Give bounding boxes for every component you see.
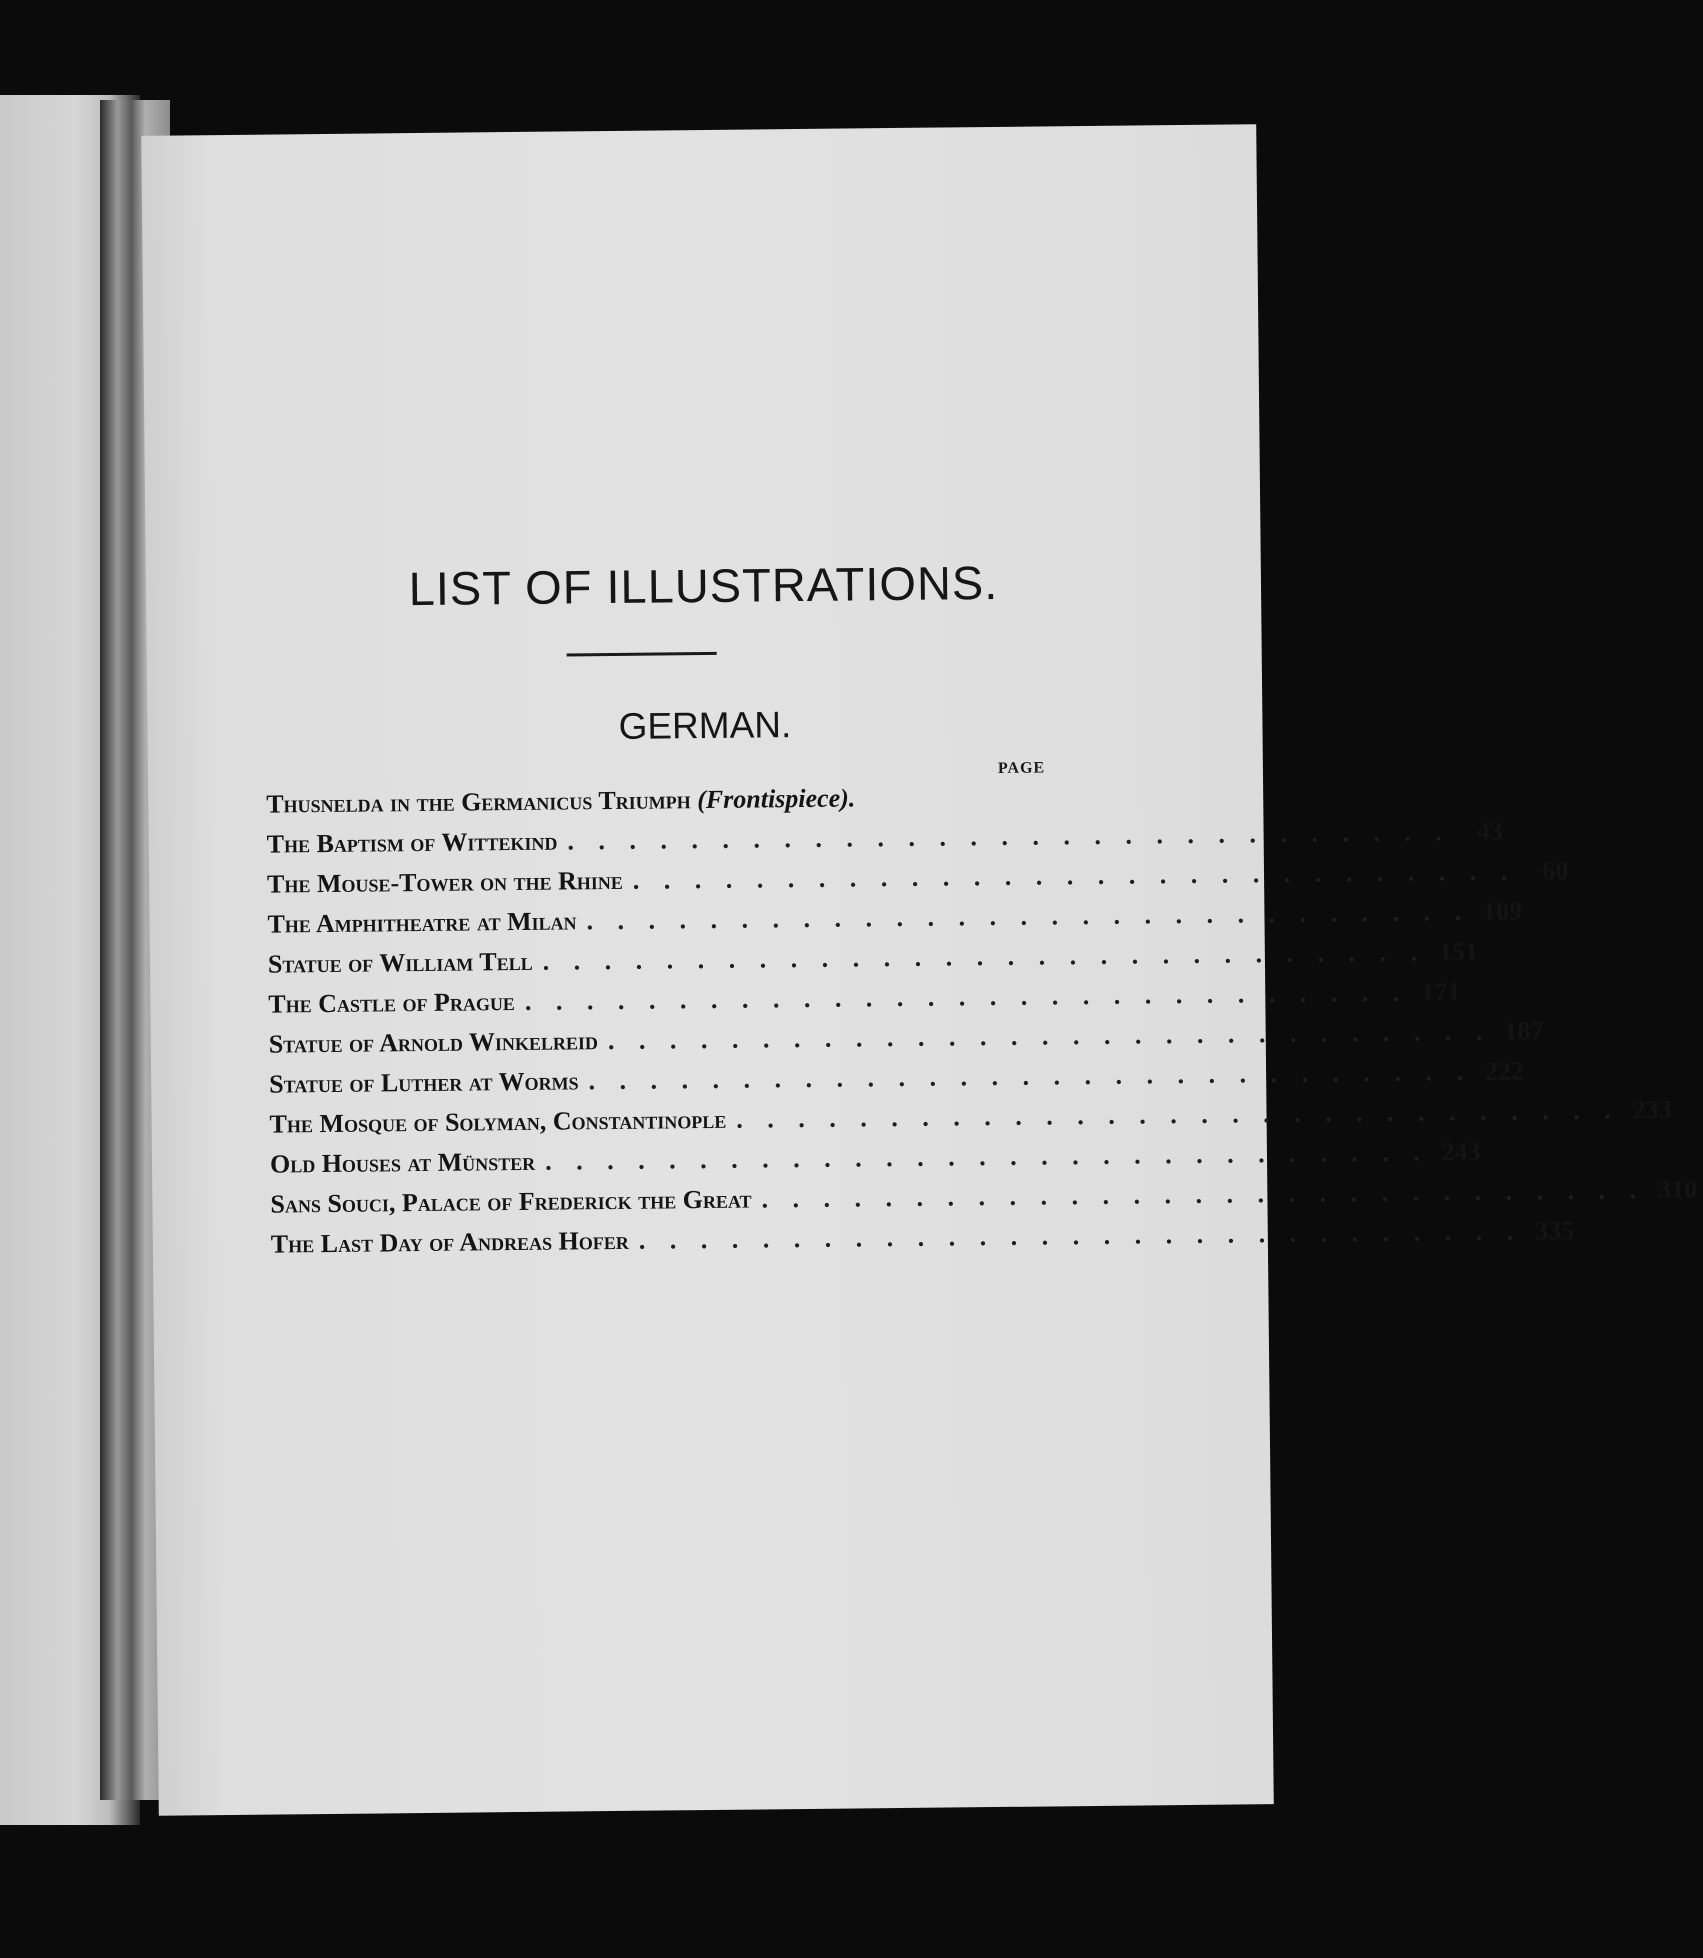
entry-title: The Castle of Prague xyxy=(268,987,516,1019)
entry-page-number: 171 xyxy=(1421,977,1461,1007)
dot-leader: . . . . . . . . . . . . . . . . . . . . . . . . . . . . . xyxy=(761,1175,1646,1214)
page-title: LIST OF ILLUSTRATIONS. xyxy=(408,555,999,616)
entry-title: The Baptism of Wittekind xyxy=(266,826,558,859)
entry-title: The Mouse-Tower on the Rhine xyxy=(266,865,623,899)
dot-leader: . . . . . . . . . . . . . . . . . . . . . . . . . . . . . xyxy=(638,1216,1523,1255)
entry-page-number: 233 xyxy=(1632,1094,1672,1125)
title-divider xyxy=(567,652,717,657)
dot-leader: . . . . . . . . . . . . . . . . . . . . . . . . . . . . . xyxy=(632,856,1517,895)
entry-title: Statue of Arnold Winkelreid xyxy=(268,1026,599,1059)
entry-page-number: 109 xyxy=(1482,896,1523,926)
entry-title: Thusnelda in the Germanicus Triumph (Frontispiece). xyxy=(266,783,856,819)
book-page xyxy=(141,124,1698,1816)
entry-title: The Mosque of Solyman, Constantinople xyxy=(269,1104,727,1139)
dot-leader: . . . . . . . . . . . . . . . . . . . . . . . . . . . . . xyxy=(736,1095,1620,1134)
dot-leader: . . . . . . . . . . . . . . . . . . . . . . . . . . . . . xyxy=(524,977,1409,1016)
entry-page-number: 187 xyxy=(1504,1016,1544,1046)
dot-leader: . . . . . . . . . . . . . . . . . . . . . . . . . . . . . xyxy=(545,1137,1429,1176)
entry-page-number: 310 xyxy=(1657,1174,1698,1205)
illustrations-list xyxy=(266,781,1698,1269)
dot-leader: . . . . . . . . . . . . . . . . . . . . . . . . . . . . . xyxy=(567,817,1451,856)
dot-leader: . . . . . . . . . . . . . . . . . . . . . . . . . . . . . xyxy=(588,1057,1473,1096)
entry-title: The Last Day of Andreas Hofer xyxy=(270,1225,629,1259)
list-item xyxy=(270,1215,1575,1269)
dot-leader: . . . . . . . . . . . . . . . . . . . . . . . . . . . . . xyxy=(586,897,1471,936)
entry-title: The Amphitheatre at Milan xyxy=(267,906,577,939)
entry-page-number: 43 xyxy=(1476,816,1503,846)
entry-note: (Frontispiece). xyxy=(697,783,856,815)
entry-title: Sans Souci, Palace of Frederick the Great xyxy=(270,1184,752,1219)
entry-title: Old Houses at Münster xyxy=(269,1146,536,1179)
section-heading: GERMAN. xyxy=(618,704,792,747)
entry-page-number: 335 xyxy=(1535,1215,1575,1246)
entry-page-number: 243 xyxy=(1441,1136,1481,1167)
entry-title: Statue of Luther at Worms xyxy=(269,1066,579,1099)
entry-page-number: 222 xyxy=(1484,1056,1525,1086)
entry-title: Statue of William Tell xyxy=(267,946,533,979)
dot-leader: . . . . . . . . . . . . . . . . . . . . . . . . . . . . . xyxy=(542,937,1427,976)
entry-page-number: 60 xyxy=(1542,855,1569,886)
entry-page-number: 151 xyxy=(1438,936,1479,967)
page-column-label: PAGE xyxy=(997,759,1046,777)
dot-leader: . . . . . . . . . . . . . . . . . . . . . . . . . . . . . xyxy=(607,1016,1492,1056)
